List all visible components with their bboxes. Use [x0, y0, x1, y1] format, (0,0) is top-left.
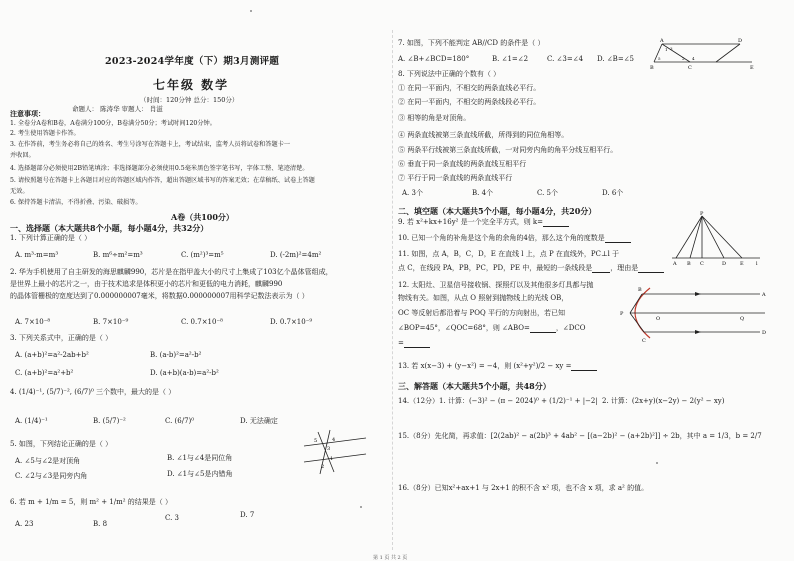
question-12: 12. 太阳灶、卫星信号接收锅、探照灯以及其他很多灯具都与抛	[398, 281, 594, 289]
solve-heading: 三、解答题（本大题共5个小题，共48分）	[398, 381, 551, 391]
q5-option-b: B. ∠1与∠4是同位角	[167, 454, 233, 462]
q8-option-d: D. 6个	[602, 189, 624, 197]
q7-option-d: D. ∠B=∠5	[597, 55, 635, 63]
q11-answer-blank-1[interactable]	[592, 266, 610, 273]
q14-part2-label: 2. 计算：	[602, 397, 632, 405]
q15-expression: [2(2ab)² − a(2b)³ + 4ab² − [(a−2b)² − (a+2b)²]] ÷ 2b，其中 a = 1/3，b = 2/7	[490, 432, 762, 440]
question-5: 5. 如图，下列结论正确的是（ ）	[10, 440, 113, 448]
q8-option-c: C. 5个	[537, 189, 559, 197]
q5-label-2: 2	[321, 464, 325, 470]
q3-option-b: B. (a-b)²=a²-b²	[150, 351, 202, 359]
q15-label: 15.（8分）先化简，再求值：	[398, 432, 491, 440]
note-item: 并收回。	[10, 152, 35, 159]
author-line: 命题人： 陈涛华 审题人： 肖滋	[72, 105, 163, 113]
q2-option-c: C. 0.7×10⁻⁸	[181, 318, 223, 326]
q11-text-c: ，理由是	[610, 264, 639, 272]
q7-label-1: 1	[665, 47, 668, 52]
scan-speck	[656, 462, 658, 464]
q2-option-a: A. 7×10⁻⁸	[15, 318, 51, 326]
q1-option-b: B. m⁶÷m²=m³	[93, 251, 143, 259]
question-10	[398, 234, 631, 243]
q8-item-7: ⑦ 平行于同一条直线的两条直线平行	[398, 174, 513, 182]
q10-text: 10. 已知一个角的补角是这个角的余角的4倍，那么这个角的度数是	[398, 234, 605, 242]
question-13	[398, 362, 597, 371]
note-item: 5. 请按照题号在答题卡上各题目对应的答题区域内作答，超出答题区域书写的答案无效；在草稿纸、试卷上答题	[10, 177, 315, 184]
q16-label: 16.（8分）已知	[398, 484, 449, 492]
q7-option-c: C. ∠3=∠4	[547, 55, 584, 63]
q7-label-3: 3	[670, 46, 673, 51]
question-12-line4	[398, 324, 585, 333]
q12-label-Q: Q	[740, 316, 745, 322]
section-a-title: A卷（共100分）	[171, 212, 234, 222]
q7-label-A: A	[660, 38, 664, 44]
note-item: 6. 保持答题卡清洁，不得折叠、污染、破损等。	[10, 199, 142, 206]
question-16	[398, 484, 648, 493]
exam-subtitle: 七年级 数学	[153, 78, 230, 92]
q10-answer-blank[interactable]	[605, 236, 631, 243]
q5-label-4: 4	[332, 437, 336, 443]
q8-item-4: ④ 两条直线被第三条直线所截，所得到的同位角相等。	[398, 131, 569, 139]
q5-label-5: 5	[314, 438, 318, 444]
q12-text-d: ∠BOP=45°，∠QOC=68°，则 ∠ABO=	[398, 324, 530, 332]
q3-option-d: D. (a+b)(a-b)=a²-b²	[150, 369, 219, 377]
q12-label-C: C	[642, 338, 646, 344]
q12-label-D: D	[762, 330, 767, 336]
q7-label-D: D	[738, 38, 743, 44]
q8-item-3: ③ 相等的角是对顶角。	[398, 114, 471, 122]
question-8: 8. 下列说法中正确的个数有（ ）	[398, 70, 501, 78]
note-item: 无效。	[10, 188, 29, 195]
q12-label-B: B	[638, 287, 642, 293]
q12-label-P: P	[620, 311, 624, 317]
q5-option-d: D. ∠1与∠5是内错角	[167, 470, 233, 478]
q5-figure	[300, 428, 370, 476]
q7-option-b: B. ∠1=∠2	[492, 55, 529, 63]
question-14	[398, 397, 598, 406]
question-2: 2. 华为手机使用了自主研发的海思麒麟990，芯片是在指甲盖大小的尺寸上集成了103亿个晶体管组成，	[10, 268, 333, 276]
q5-option-c: C. ∠2与∠3是同旁内角	[15, 472, 88, 480]
q16-expression: x²+ax+1 与 2x+1 的积不含 x² 项，也不含 x 项，求 a² 的值。	[448, 484, 649, 492]
choice-heading: 一、选择题（本大题共8个小题，每小题4分，共32分）	[10, 223, 209, 233]
q11-text-b: 点 C，在线段 PA，PB，PC，PD，PE 中，最短的一条线段是	[398, 264, 593, 272]
q6-option-c: C. 3	[165, 514, 180, 522]
scan-speck	[250, 10, 252, 12]
q12-label-O: O	[656, 316, 661, 322]
page-footer: 第 1 页 共 2 页	[373, 555, 408, 561]
q8-item-5: ⑤ 两条平行线被第三条直线所截，一对同旁内角的角平分线互相平行。	[398, 146, 618, 154]
scan-speck	[360, 506, 362, 508]
q1-option-c: C. (m²)³=m⁵	[181, 251, 224, 259]
q12-figure	[620, 282, 770, 344]
q3-option-a: A. (a+b)²=a²-2ab+b²	[15, 351, 89, 359]
question-1: 1. 下列计算正确的是（ ）	[10, 234, 92, 242]
note-item: 4. 选择题部分必须使用2B铅笔填涂；非选择题部分必须使用0.5毫米黑色签字笔书写，字体工整、笔迹清楚。	[10, 165, 309, 172]
note-item: 1. 全卷分A卷和B卷，A卷满分100分，B卷满分50分；考试时间120分钟。	[10, 120, 216, 127]
q11-label-B: B	[687, 261, 691, 267]
q7-figure	[650, 36, 760, 72]
question-6: 6. 若 m + 1/m = 5，则 m² + 1/m² 的结果是（ ）	[10, 498, 172, 506]
q5-label-3: 3	[327, 446, 331, 452]
question-2-line3: 的晶体管栅极的宽度达到了0.000000007毫米，将数据0.000000007用科学记数法表示为（ ）	[10, 292, 309, 300]
q4-option-b: B. (5/7)⁻²	[93, 417, 126, 425]
q8-item-2: ② 在同一平面内，不相交的两条线段必平行。	[398, 98, 541, 106]
q7-label-C: C	[688, 65, 692, 71]
q7-label-2: 2	[682, 56, 685, 61]
q5-option-a: A. ∠5与∠2是对顶角	[15, 457, 81, 465]
left-column	[0, 0, 392, 561]
q4-option-d: D. 无法确定	[240, 417, 278, 425]
q12-text-e: ，∠DCO	[555, 324, 586, 332]
q3-option-c: C. (a+b)²=a²+b²	[15, 369, 74, 377]
q11-label-l: l	[756, 261, 758, 267]
q9-answer-blank[interactable]	[543, 220, 569, 227]
note-item: 2. 考生使用答题卡作答。	[10, 130, 80, 137]
question-12-line5	[398, 339, 430, 348]
q14-expression-2: (2x+y)(x−2y) − 2(y² − xy)	[631, 397, 725, 405]
question-9	[398, 218, 569, 227]
q1-option-a: A. m³·m=m³	[15, 251, 59, 259]
note-item: 3. 在作答前，考生务必将自己的姓名、考生号涂写在答题卡上，考试结束，监考人员将试卷和答题卡一	[10, 141, 291, 148]
q11-figure	[672, 212, 762, 268]
question-2-line2: 是世界上最小的芯片之一，由于技术追求是体积更小的芯片和更低的电力消耗，麒麟990	[10, 280, 283, 288]
question-4: 4. (1/4)⁻¹, (5/7)⁻², (6/7)⁰ 三个数中，最大的是（ ）	[10, 388, 176, 396]
q14-label: 14.（12分）1. 计算：	[398, 397, 469, 405]
q4-option-a: A. (1/4)⁻¹	[15, 417, 48, 425]
notes-heading: 注意事项：	[10, 109, 45, 118]
q8-option-b: B. 4个	[472, 189, 494, 197]
q8-item-1: ① 在同一平面内，不相交的两条直线必平行。	[398, 84, 541, 92]
q6-option-b: B. 8	[93, 520, 108, 528]
question-11: 11. 如图，点 A，B，C，D，E 在直线 l 上，点 P 在直线外，PC⊥l 于	[398, 250, 620, 258]
question-14-part2	[602, 397, 724, 406]
q13-answer-blank[interactable]	[571, 364, 597, 371]
question-12-line3: OC 等反射后都沿着与 POQ 平行的方向射出，若已知	[398, 309, 565, 317]
q11-label-D: D	[722, 261, 727, 267]
q12-label-A: A	[762, 292, 766, 298]
question-12-line2: 物线有关。如图，从点 O 照射到抛物线上的光线 OB，	[398, 294, 569, 302]
q7-label-5: 5	[658, 56, 661, 61]
q14-expression-1: (−3)² − (π − 2024)⁰ + (1/2)⁻¹ + |−2|	[468, 397, 598, 405]
q9-text: 9. 若 x²+kx+16y² 是一个完全平方式，则 k=	[398, 218, 544, 226]
question-7: 7. 如图，下列不能判定 AB//CD 的条件是（ ）	[398, 39, 545, 47]
q1-option-d: D. (-2m)²=4m²	[270, 251, 322, 259]
q7-label-4: 4	[692, 56, 695, 61]
question-11-line2	[398, 264, 664, 273]
q11-label-A: A	[673, 261, 677, 267]
q4-option-c: C. (6/7)⁰	[165, 417, 195, 425]
question-3: 3. 下列关系式中，正确的是（ ）	[10, 334, 113, 342]
q6-option-d: D. 7	[240, 511, 255, 519]
q5-label-1: 1	[330, 456, 334, 462]
time-line: （时间：120分钟 总分：150分）	[140, 96, 239, 104]
fill-heading: 二、填空题（本大题共5个小题，每小题4分，共20分）	[398, 206, 597, 216]
q11-label-C: C	[700, 261, 704, 267]
q12-answer-blank-2[interactable]	[404, 341, 430, 348]
q2-option-b: B. 7×10⁻⁹	[93, 318, 129, 326]
q13-text: 13. 若 x(x−3) + (y−x²) = −4，则 (x²+y²)/2 − xy =	[398, 362, 572, 370]
exam-title: 2023-2024学年度（下）期3月测评题	[105, 56, 280, 67]
q7-label-E: E	[750, 65, 754, 71]
q11-answer-blank-2[interactable]	[638, 266, 664, 273]
q2-option-d: D. 0.7×10⁻⁹	[270, 318, 313, 326]
q11-label-E: E	[740, 261, 744, 267]
q11-label-P: P	[700, 211, 704, 217]
q12-answer-blank-1[interactable]	[530, 326, 556, 333]
question-15	[398, 432, 762, 441]
q7-label-B: B	[650, 65, 654, 71]
right-column	[392, 0, 794, 561]
q8-option-a: A. 3个	[402, 189, 423, 197]
q12-text-f: =	[398, 339, 404, 347]
q8-item-6: ⑥ 垂直于同一条直线的两条直线互相平行	[398, 160, 527, 168]
q7-option-a: A. ∠B+∠BCD=180°	[398, 55, 470, 63]
q6-option-a: A. 23	[15, 520, 34, 528]
